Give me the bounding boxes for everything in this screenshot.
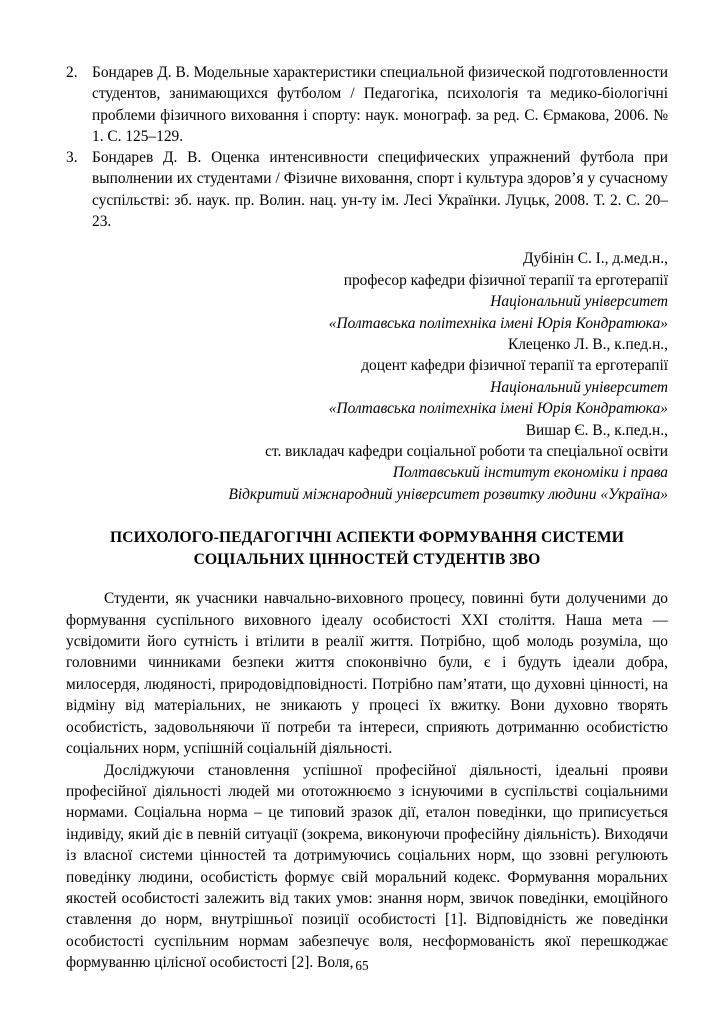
reference-number: 3.	[66, 149, 78, 167]
author-name: Вишар Є. В., к.пед.н.,	[525, 421, 668, 439]
page-number: 65	[355, 958, 369, 973]
reference-text: Бондарев Д. В. Модельные характеристики специальной физической подготовленности студентов, занимающихся футболом / Педагогіка, психологія та медико-біологічні проблеми фізичного виховання і спорту: наук. монограф. за ред. С. Єрмакова, 2006. № 1. С. 125–129.	[92, 64, 668, 145]
reference-number: 2.	[66, 64, 78, 81]
author-position: доцент кафедри фізичної терапії та ерготерапії	[361, 357, 668, 375]
author-position: професор кафедри фізичної терапії та ерготерапії	[343, 271, 668, 289]
article-body	[66, 588, 668, 973]
body-paragraph: Студенти, як учасники навчально-виховного процесу, повинні бути долученими до формування суспільного виховного ідеалу особистості XXI століття. Наша мета — усвідомити його сутність і втілити в реалії життя. Потрібно, щоб молодь розуміла, що головними чинниками безпеки життя споконвічно були, є і будуть ідеали добра, милосердя, людяності, природовідповідності. Потрібно пам’ятати, що духовні цінності, на відміну від матеріальних, не зникають у процесі їх вжитку. Вони духовно творять особистість, задовольняючи її потреби та інтереси, сприяють дотриманню особистістю соціальних норм, успішній соціальній діяльності.	[66, 590, 668, 758]
author-position: ст. викладач кафедри соціальної роботи та спеціальної освіти	[265, 443, 668, 461]
author-name: Клеценко Л. В., к.пед.н.,	[507, 336, 668, 353]
reference-item	[66, 62, 668, 147]
reference-item	[66, 147, 668, 232]
author-affiliation: Національний університет	[490, 378, 668, 396]
author-name: Дубінін С. І., д.мед.н.,	[523, 250, 668, 268]
author-affiliation: «Полтавська політехніка імені Юрія Кондратюка»	[328, 400, 668, 418]
author-affiliation: Національний університет	[490, 293, 668, 311]
reference-text: Бондарев Д. В. Оценка интенсивности специфических упражнений футбола при выполнении их студентами / Фізичне виховання, спорт і культура здоров’я у сучасному суспільстві: зб. наук. пр. Волин. нац. ун-ту ім. Лесі Українки. Луцьк, 2008. Т. 2. С. 20–23.	[92, 149, 668, 231]
body-paragraph: Досліджуючи становлення успішної професійної діяльності, ідеальні прояви професійної діяльності людей ми ототожнюємо з існуючими в суспільстві соціальними нормами. Соціальна норма – це типовий зразок дії, еталон поведінки, що приписується індивіду, який діє в певній ситуації (зокрема, виконуючи професійну діяльність). Виходячи із власної системи цінностей та дотримуючись соціальних норм, що ззовні регулюють поведінку людини, особистість формує свій моральний кодекс. Формування моральних якостей особистості залежить від таких умов: знання норм, звичок поведінки, емоційного ставлення до норм, внутрішньої позиції особистості [1]. Відповідність же поведінки особистості суспільним нормам забезпечує воля, несформованість якої перешкоджає формуванню цілісної особистості [2]. Воля,	[66, 761, 668, 972]
author-block	[66, 248, 668, 505]
author-affiliation: Відкритий міжнародний університет розвитку людини «Україна»	[228, 485, 668, 503]
author-affiliation: «Полтавська політехніка імені Юрія Кондратюка»	[328, 314, 668, 332]
reference-list	[66, 62, 668, 232]
page-content	[66, 62, 668, 974]
page-title	[66, 527, 668, 571]
author-affiliation: Полтавський інститут економіки і права	[392, 464, 668, 482]
page-title-line-1: ПСИХОЛОГО-ПЕДАГОГІЧНІ АСПЕКТИ ФОРМУВАННЯ СИСТЕМИ	[110, 529, 624, 547]
page-title-line-2: СОЦІАЛЬНИХ ЦІННОСТЕЙ СТУДЕНТІВ ЗВО	[193, 551, 541, 569]
